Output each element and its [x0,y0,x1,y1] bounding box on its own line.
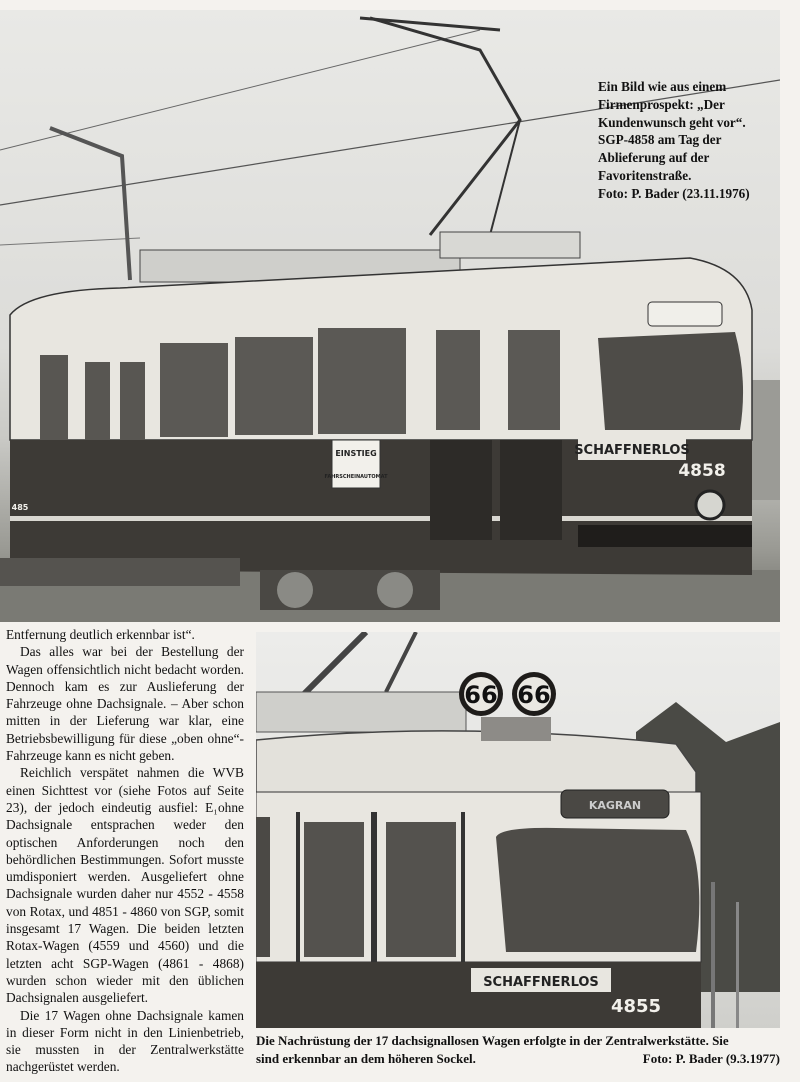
caption-line: Favoritenstraße. [598,167,692,183]
roof-line-sign-right: 66 [517,681,551,709]
paragraph: Das alles war bei der Bestellung der Wagen offensichtlich nicht bedacht worden. Dennoch kam es zur Auslieferung der Fahrzeuge ohne Dachsignale. – Aber schon mitten in der Lieferung war klar, eine Betriebsbewilligung für diese „oben ohne“-Fahrzeuge kann es nicht geben. [6,644,244,764]
top-tram-photo [0,10,780,622]
top-photo-caption [598,78,776,203]
roof-line-sign-left: 66 [464,681,498,709]
article-text [6,626,244,1076]
caption-line: Kundenwunsch geht vor“. [598,114,746,130]
paragraph: Entfernung deutlich erkennbar ist“. [6,627,195,642]
caption-line: Ablieferung auf der [598,150,710,166]
caption-line: sind erkennbar an dem höheren Sockel. [256,1050,476,1066]
top-side-number: 485 [11,503,29,512]
bottom-photo-caption [256,1032,780,1067]
tram-4855-illustration [256,632,780,1028]
bottom-side-sign: SCHAFFNERLOS [483,975,599,990]
top-door-sign-1: EINSTIEG [335,449,377,458]
top-dest-sign: SCHAFFNERLOS [574,443,690,458]
caption-line: Ein Bild wie aus einem [598,79,727,94]
photo-credit: Foto: P. Bader (9.3.1977) [642,1050,780,1066]
caption-line: Foto: P. Bader (23.11.1976) [598,185,750,201]
bottom-tram-number: 4855 [610,996,662,1017]
caption-line: Die Nachrüstung der 17 dachsignallosen Wagen erfolgte in der Zentralwerkstätte. Sie [256,1033,729,1048]
caption-line: Firmenprospekt: „Der [598,96,725,112]
paragraph: Die 17 Wagen ohne Dachsignale kamen in dieser Form nicht in den Linienbetrieb, sie mussten in der Zentralwerkstätte nachgerüstet werden. [6,1007,244,1075]
top-tram-number: 4858 [678,461,726,481]
top-door-sign-2: FAHRSCHEINAUTOMAT [324,474,388,480]
caption-line: SGP-4858 am Tag der [598,132,722,148]
caption-row [256,1050,780,1068]
bottom-tram-photo [256,632,780,1028]
bottom-dest-sign: KAGRAN [588,799,642,812]
paragraph: Reichlich verspätet nahmen die WVB einen Sichttest vor (siehe Fotos auf Seite 23), der jedoch eindeutig ausfiel: E₁ohne Dachsignale entsprachen weder den optischen Anforderungen noch den behördlichen Bestimmungen. Sofort musste umdisponiert werden. Ausgeliefert ohne Dachsignale wurden daher nur 4552 - 4558 von Rotax, und 4851 - 4860 von SGP, somit insgesamt 17 Wagen. Die beiden letzten Rotax-Wagen (4559 und 4560) und die letzten acht SGP-Wagen (4861 - 4868) wurden schon wieder mit den üblichen Dachsignalen ausgeliefert. [6,765,244,1006]
